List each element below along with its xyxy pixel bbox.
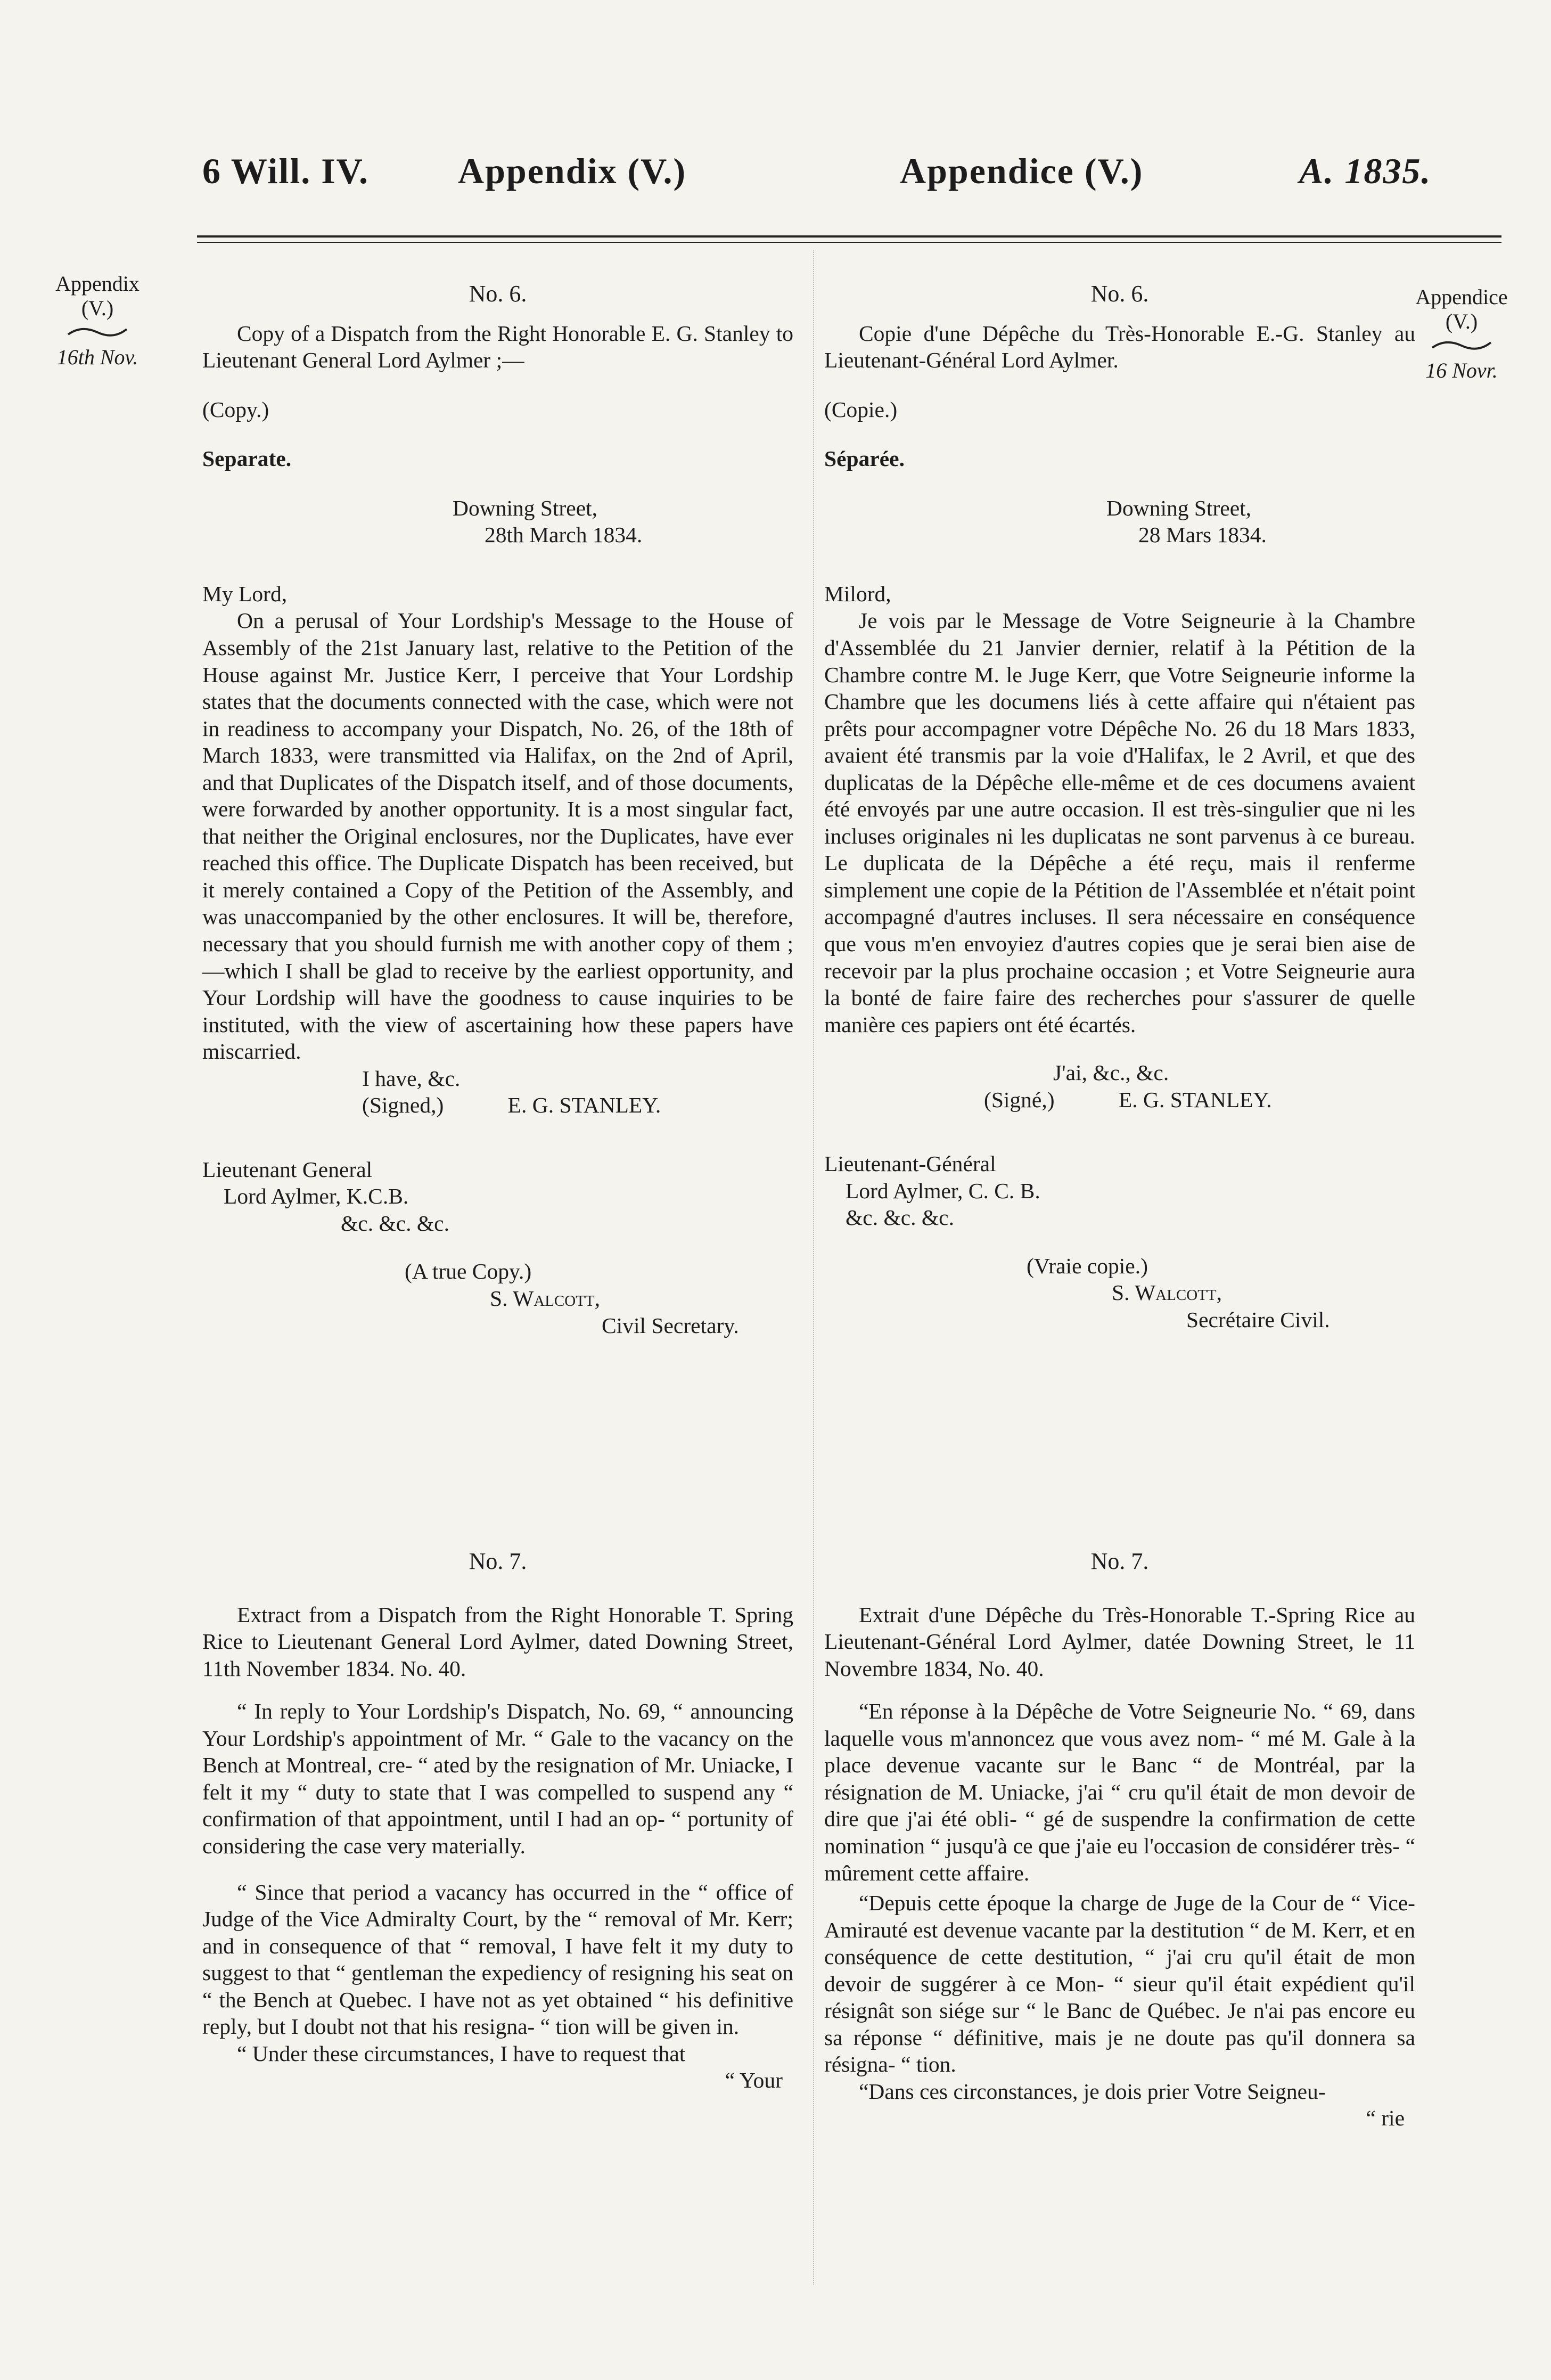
en-copy-label: (Copy.) — [202, 397, 269, 422]
running-head-session: 6 Will. IV. — [202, 151, 370, 191]
en-addressee-name: Lord Aylmer, K.C.B. — [224, 1184, 409, 1209]
fr-walcott: S. Walcott, — [1112, 1280, 1222, 1305]
margin-left-line2: (V.) — [81, 296, 114, 320]
header-rule-thick — [197, 235, 1501, 238]
fr-letter-body: Je vois par le Message de Votre Seigneurie à la Chambre d'Assemblée du 21 Janvier dernier, relatif à la Pétition de la Chambre contre M. le Juge Kerr, que Votre Seigneurie informe la Chambre que les documens liés à cette affaire qui n'étaient pas prêts pour accompagner votre Dépêche No. 26 du 18 Mars 1833, avaient été transmis par la voie d'Halifax, le 2 Avril, et que des duplicatas de la Dépêche elle-même et de ces documens avaient été envoyés par une autre occasion. Il est très-singulier que ni les incluses originales ni les duplicatas ne sont parvenus à ce bureau. Le duplicata de la Dépêche a été reçu, mais il renferme simplement une copie de la Pétition de l'Assemblée et n'était point accompagné d'autres incluses. Il sera nécessaire en conséquence que vous m'en envoyiez d'autres copies que je serai bien aise de recevoir par la plus prochaine occasion ; et Votre Seigneurie aura la bonté de faire faire des recherches pour s'assurer de quelle manière ces papiers ont été écartés. — [824, 608, 1415, 1037]
en-dispatch-no6 — [202, 280, 793, 1339]
en-walcott: S. Walcott, — [490, 1286, 600, 1311]
margin-right-line1: Appendice — [1415, 285, 1508, 309]
en-letter-body: On a perusal of Your Lordship's Message to the House of Assembly of the 21st January last, relative to the Petition of the House against Mr. Justice Kerr, I perceive that Your Lordship states that the documents connected with the case, which were not in readiness to accompany your Dispatch, No. 26, of the 18th of March 1833, were transmitted via Halifax, on the 2nd of April, and that Duplicates of the Dispatch itself, and of those documents, were forwarded by another opportunity. It is a most singular fact, that neither the Original enclosures, nor the Duplicates, have ever reached this office. The Duplicate Dispatch has been received, but it merely contained a Copy of the Petition of the Assembly, and was unaccompanied by the other enclosures. It will be, therefore, necessary that you should furnish me with another copy of them ;—which I shall be glad to receive by the earliest opportunity, and Your Lordship will have the goodness to cause inquiries to be instituted, with the view of ascertaining how these papers have miscarried. — [202, 608, 793, 1064]
fr-no6-heading: No. 6. — [1090, 281, 1149, 307]
en-signature-line — [202, 1092, 793, 1119]
en-addressee-title: Lieutenant General — [202, 1157, 373, 1182]
en-closing: I have, &c. — [362, 1066, 461, 1091]
margin-left-date: 16th Nov. — [56, 345, 138, 369]
fr-date: 28 Mars 1834. — [1138, 522, 1267, 547]
en-date: 28th March 1834. — [485, 522, 643, 547]
flourish-icon — [1430, 337, 1493, 353]
fr-salutation: Milord, — [824, 581, 891, 606]
fr-closing: J'ai, &c., &c. — [1053, 1060, 1169, 1085]
en-no7-para3: “ Under these circumstances, I have to request that — [237, 2041, 686, 2066]
fr-true-copy: (Vraie copie.) — [1027, 1253, 1148, 1278]
margin-right-line2: (V.) — [1445, 309, 1478, 333]
fr-dispatch-no6 — [824, 280, 1415, 1334]
fr-signed-label: (Signé,) — [984, 1087, 1055, 1112]
en-salutation: My Lord, — [202, 581, 288, 606]
fr-no6-title: Copie d'une Dépêche du Très-Honorable E.-G. Stanley au Lieutenant-Général Lord Aylmer. — [824, 321, 1415, 373]
column-divider — [813, 250, 815, 2285]
fr-place: Downing Street, — [1106, 495, 1252, 520]
en-civil-secretary: Civil Secretary. — [602, 1313, 739, 1338]
en-no7-heading: No. 7. — [469, 1548, 527, 1574]
en-place: Downing Street, — [453, 495, 598, 520]
fr-no7-title: Extrait d'une Dépêche du Très-Honorable T.-Spring Rice au Lieutenant-Général Lord Aylmer, datée Downing Street, le 11 Novembre 1834, No. 40. — [824, 1602, 1415, 1681]
en-no7-title: Extract from a Dispatch from the Right Honorable T. Spring Rice to Lieutenant General Lord Aylmer, dated Downing Street, 11th November 1834. No. 40. — [202, 1602, 793, 1681]
fr-signature-line — [824, 1086, 1415, 1114]
fr-addressee-name: Lord Aylmer, C. C. B. — [846, 1178, 1040, 1203]
fr-copy-label: (Copie.) — [824, 397, 898, 422]
fr-addressee-title: Lieutenant-Général — [824, 1151, 996, 1176]
fr-no7-para1: “En réponse à la Dépêche de Votre Seigneurie No. “ 69, dans laquelle vous m'annoncez que vous avez nom- “ mé M. Gale à la place devenue vacante sur le Banc “ de Montréal, par la résignation de M. Uniacke, j'ai “ cru qu'il était de mon devoir de dire que j'ai été obli- “ gé de suspendre la confirmation de cette nomination “ jusqu'à ce que j'aie eu l'occasion de considérer très- “ mûrement cette affaire. — [824, 1699, 1415, 1885]
running-head-appendix-fr: Appendice (V.) — [900, 151, 1144, 191]
en-addressee-etc: &c. &c. &c. — [341, 1211, 449, 1236]
en-catchword: “ Your — [725, 2068, 783, 2093]
fr-catchword: “ rie — [1366, 2106, 1405, 2131]
en-signer: E. G. STANLEY. — [507, 1093, 661, 1118]
flourish-icon — [65, 324, 129, 340]
en-true-copy: (A true Copy.) — [405, 1259, 532, 1284]
fr-addressee-etc: &c. &c. &c. — [846, 1205, 954, 1230]
en-separate-label: Separate. — [202, 446, 292, 471]
fr-signer: E. G. STANLEY. — [1118, 1087, 1272, 1112]
en-signed-label: (Signed,) — [362, 1093, 444, 1118]
fr-dispatch-no7 — [824, 1547, 1415, 2132]
en-no6-title: Copy of a Dispatch from the Right Honorable E. G. Stanley to Lieutenant General Lord Aylmer ;— — [202, 321, 793, 373]
running-head-appendix-en: Appendix (V.) — [458, 151, 687, 191]
fr-no7-para2: “Depuis cette époque la charge de Juge de la Cour de “ Vice-Amirauté est devenue vacante par la destitution “ de M. Kerr, et en conséquence de cette destitution, “ j'ai cru qu'il était de mon devoir de suggérer à ce Mon- “ sieur qu'il était expédient qu'il résignât son siége sur “ le Banc de Québec. Je n'ai pas encore eu sa réponse “ définitive, mais je ne doute pas qu'il donnera sa résigna- “ tion. — [824, 1891, 1415, 2077]
en-no7-para2: “ Since that period a vacancy has occurred in the “ office of Judge of the Vice Admiralty Court, by the “ removal of Mr. Kerr; and in consequence of that “ removal, I have felt it my duty to suggest to that “ gentleman the expediency of resigning his seat on “ the Bench at Quebec. I have not as yet obtained “ his definitive reply, but I doubt not that his resigna- “ tion will be given in. — [202, 1879, 793, 2039]
fr-no7-para3: “Dans ces circonstances, je dois prier Votre Seigneu- — [859, 2079, 1326, 2104]
en-dispatch-no7 — [202, 1547, 793, 2094]
header-rule-thin — [197, 242, 1501, 243]
fr-no7-heading: No. 7. — [1090, 1548, 1149, 1574]
en-no6-heading: No. 6. — [469, 281, 527, 307]
en-no7-para1: “ In reply to Your Lordship's Dispatch, No. 69, “ announcing Your Lordship's appointment of Mr. “ Gale to the vacancy on the Bench at Montreal, cre- “ ated by the resignation of Mr. Uniacke, I felt it my “ duty to state that I was compelled to suspend any “ confirmation of that appointment, until I had an op- “ portunity of considering the case very materially. — [202, 1699, 793, 1858]
margin-right-date: 16 Novr. — [1425, 358, 1498, 382]
fr-separate-label: Séparée. — [824, 446, 905, 471]
margin-left-line1: Appendix — [55, 272, 139, 296]
margin-note-left — [10, 272, 185, 370]
running-head-year: A. 1835. — [1299, 151, 1432, 191]
fr-civil-secretary: Secrétaire Civil. — [1186, 1307, 1330, 1332]
